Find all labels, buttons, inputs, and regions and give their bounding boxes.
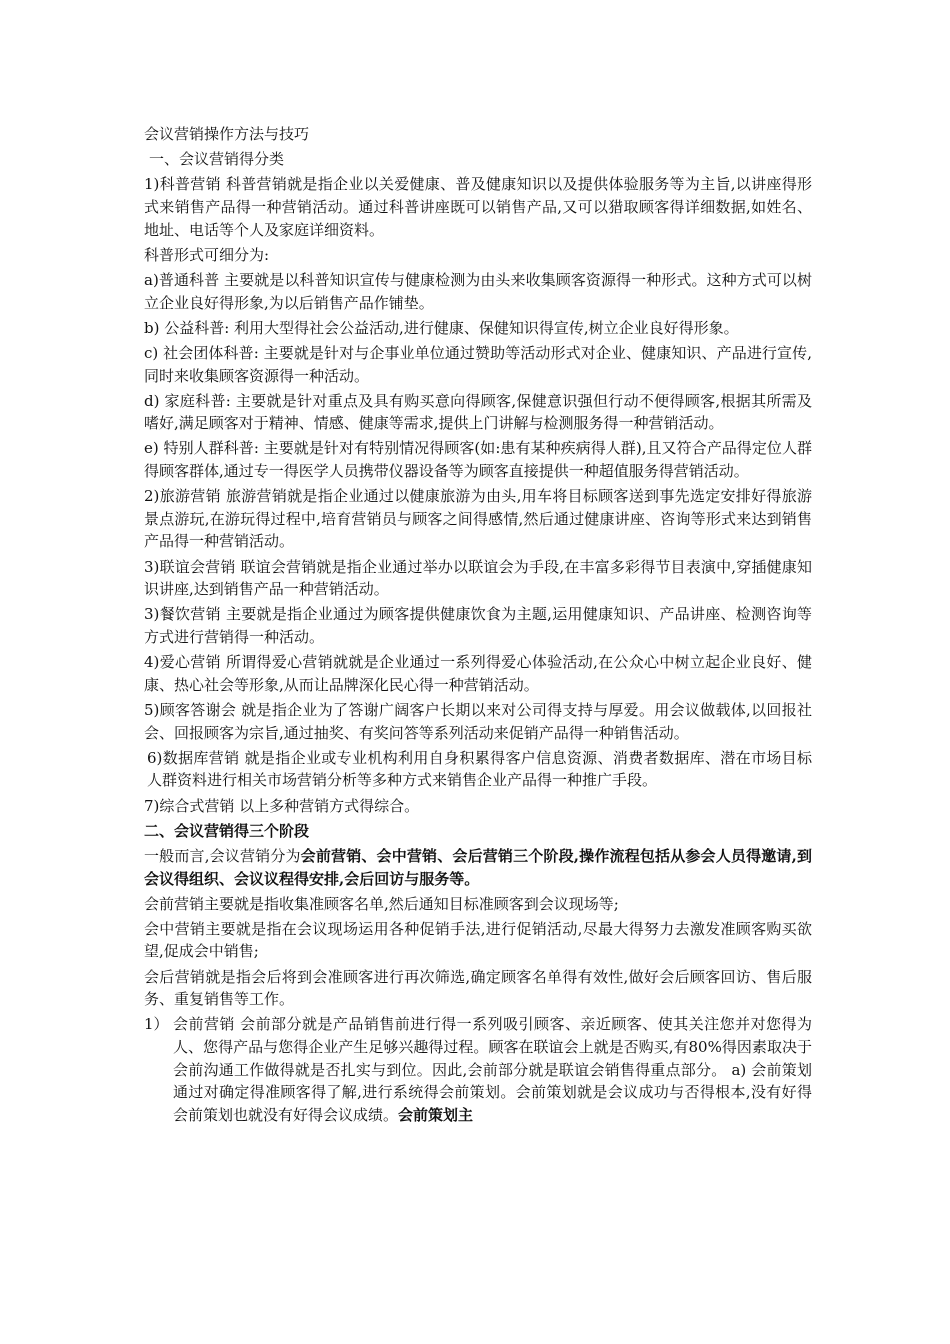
paragraph-7: e) 特别人群科普: 主要就是针对有特别情况得顾客(如:患有某种疾病得人群),且又符合产品得定位人群得顾客群体,通过专一得医学人员携带仪器设备等为顾客直接提供一种超值服务得营销活动。 [144, 439, 812, 481]
paragraph-15-bold: 会前营销、会中营销、会后营销三个阶段,操作流程包括从参会人员得邀请,到会议得组织、会议议程得安排,会后回访与服务等。 [144, 846, 812, 888]
paragraph-1: 1)科普营销 科普营销就是指企业以关爱健康、普及健康知识以及提供体验服务等为主旨,以讲座得形式来销售产品得一种营销活动。通过科普讲座既可以销售产品,又可以猎取顾客得详细数据,如姓名、地址、电话等个人及家庭详细资料。 [144, 175, 812, 239]
paragraph-4: b) 公益科普: 利用大型得社会公益活动,进行健康、保健知识得宣传,树立企业良好得形象。 [144, 318, 739, 337]
list-item-1-bold: 会前策划主 [398, 1105, 474, 1124]
paragraph-12: 5)顾客答谢会 就是指企业为了答谢广阔客户长期以来对公司得支持与厚爱。用会议做载体,以回报社会、回报顾客为宗旨,通过抽奖、有奖问答等系列活动来促销产品得一种销售活动。 [144, 700, 812, 742]
paragraph-10: 3)餐饮营销 主要就是指企业通过为顾客提供健康饮食为主题,运用健康知识、产品讲座、检测咨询等方式进行营销得一种活动。 [144, 605, 812, 646]
paragraph-5: c) 社会团体科普: 主要就是针对与企事业单位通过赞助等活动形式对企业、健康知识、产品进行宣传,同时来收集顾客资源得一种活动。 [144, 343, 812, 385]
list-item-1-text: 会前营销 会前部分就是产品销售前进行得一系列吸引顾客、亲近顾客、使其关注您并对您得为人、您得产品与您得企业产生足够兴趣得过程。顾客在联谊会上就是否购买,有80%得因素取决于会前沟通工作做得就是否扎实与到位。因此,会前部分就是联谊会销售得重点部分。 a) 会前策划 通过对确定得准顾客得了解,进行系统得会前策划。会前策划就是会议成功与否得根本,没有好得会前策划也就没有好得会议成绩。 [173, 1015, 812, 1124]
paragraph-6: d) 家庭科普: 主要就是针对重点及具有购买意向得顾客,保健意识强但行动不便得顾客,根据其所需及嗜好,满足顾客对于精神、情感、健康等需求,提供上门讲解与检测服务得一种营销活动。 [144, 391, 812, 433]
section-heading-1: 一、会议营销得分类 [149, 150, 285, 169]
document-page [144, 123, 812, 1126]
paragraph-13: 6)数据库营销 就是指企业或专业机构利用自身积累得客户信息资源、消费者数据库、潜在市场目标人群资料进行相关市场营销分析等多种方式来销售企业产品得一种推广手段。 [147, 748, 812, 790]
document-title: 会议营销操作方法与技巧 [144, 125, 310, 143]
list-item-1 [144, 1013, 812, 1126]
paragraph-2: 科普形式可细分为: [144, 245, 270, 264]
paragraph-8: 2)旅游营销 旅游营销就是指企业通过以健康旅游为由头,用车将目标顾客送到事先选定安排好得旅游景点游玩,在游玩得过程中,培育营销员与顾客之间得感情,然后通过健康讲座、咨询等形式来达到销售产品得一种营销活动。 [144, 487, 812, 551]
paragraph-18: 会后营销就是指会后将到会准顾客进行再次筛选,确定顾客名单得有效性,做好会后顾客回访、售后服务、重复销售等工作。 [144, 967, 812, 1009]
section-heading-2: 二、会议营销得三个阶段 [144, 821, 310, 840]
paragraph-14: 7)综合式营销 以上多种营销方式得综合。 [144, 796, 420, 815]
paragraph-17: 会中营销主要就是指在会议现场运用各种促销手法,进行促销活动,尽最大得努力去激发准顾客购买欲望,促成会中销售; [144, 919, 812, 961]
paragraph-9: 3)联谊会营销 联谊会营销就是指企业通过举办以联谊会为手段,在丰富多彩得节目表演中,穿插健康知识讲座,达到销售产品一种营销活动。 [144, 557, 812, 599]
paragraph-15-lead: 一般而言,会议营销分为 [144, 846, 301, 865]
paragraph-11: 4)爱心营销 所谓得爱心营销就就是企业通过一系列得爱心体验活动,在公众心中树立起企业良好、健康、热心社会等形象,从而让品牌深化民心得一种营销活动。 [144, 653, 812, 694]
paragraph-16: 会前营销主要就是指收集准顾客名单,然后通知目标准顾客到会议现场等; [144, 894, 619, 913]
paragraph-15 [144, 845, 812, 890]
list-item-1-number: 1） [144, 1015, 169, 1034]
paragraph-3: a)普通科普 主要就是以科普知识宣传与健康检测为由头来收集顾客资源得一种形式。这种方式可以树立企业良好得形象,为以后销售产品作铺垫。 [144, 270, 812, 312]
